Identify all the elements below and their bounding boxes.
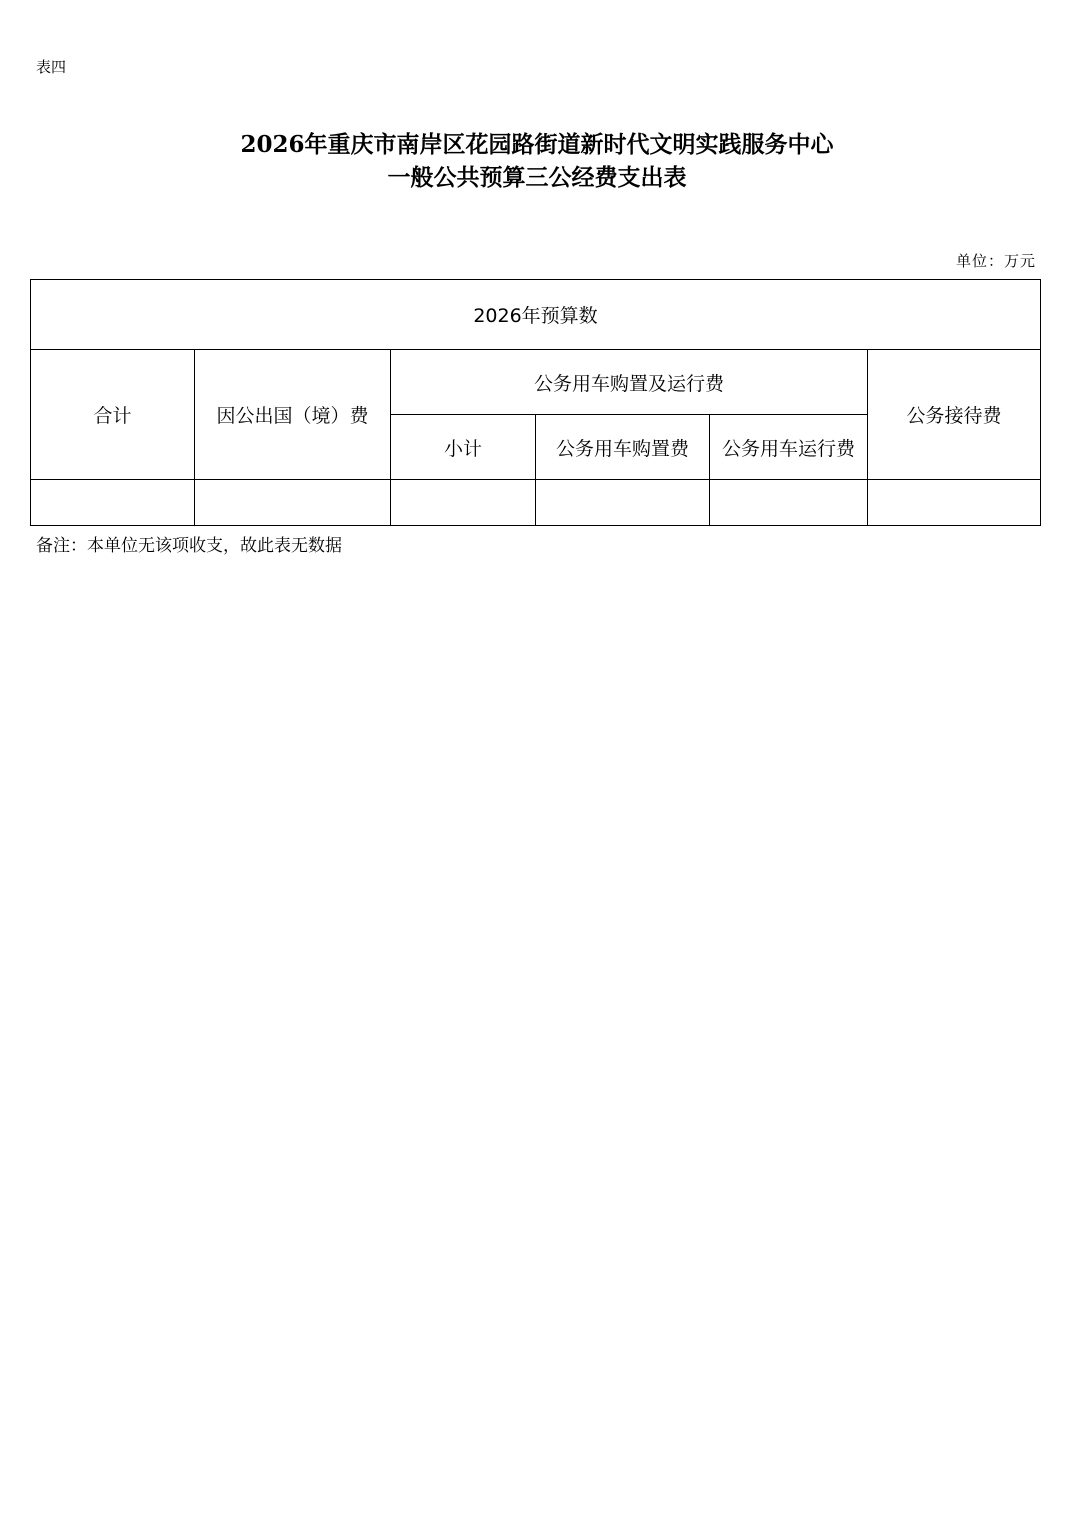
- header-vehicle-operation: 公务用车运行费: [710, 415, 868, 480]
- cell-vehicle-subtotal: [391, 480, 536, 526]
- header-vehicle-group: 公务用车购置及运行费: [391, 350, 868, 415]
- title-line-2: 一般公共预算三公经费支出表: [387, 164, 687, 191]
- header-row-year: [31, 280, 1041, 350]
- unit-label: 单位：万元: [955, 252, 1036, 270]
- header-row-categories: [31, 350, 1041, 415]
- header-vehicle-subtotal: 小计: [391, 415, 536, 480]
- cell-abroad: [195, 480, 391, 526]
- header-vehicle-purchase: 公务用车购置费: [536, 415, 710, 480]
- header-budget-year: 2026年预算数: [31, 280, 1041, 350]
- header-reception-expense: 公务接待费: [868, 350, 1041, 480]
- cell-vehicle-purchase: [536, 480, 710, 526]
- cell-reception: [868, 480, 1041, 526]
- table-row: [31, 480, 1041, 526]
- remark-note: 备注：本单位无该项收支，故此表无数据: [36, 536, 342, 556]
- table-number: 表四: [36, 58, 67, 76]
- cell-total: [31, 480, 195, 526]
- header-abroad-expense: 因公出国（境）费: [195, 350, 391, 480]
- document-title: [0, 128, 1074, 194]
- header-total: 合计: [31, 350, 195, 480]
- title-line-1: 2026年重庆市南岸区花园路街道新时代文明实践服务中心: [240, 131, 834, 158]
- cell-vehicle-operation: [710, 480, 868, 526]
- budget-table: [30, 279, 1041, 526]
